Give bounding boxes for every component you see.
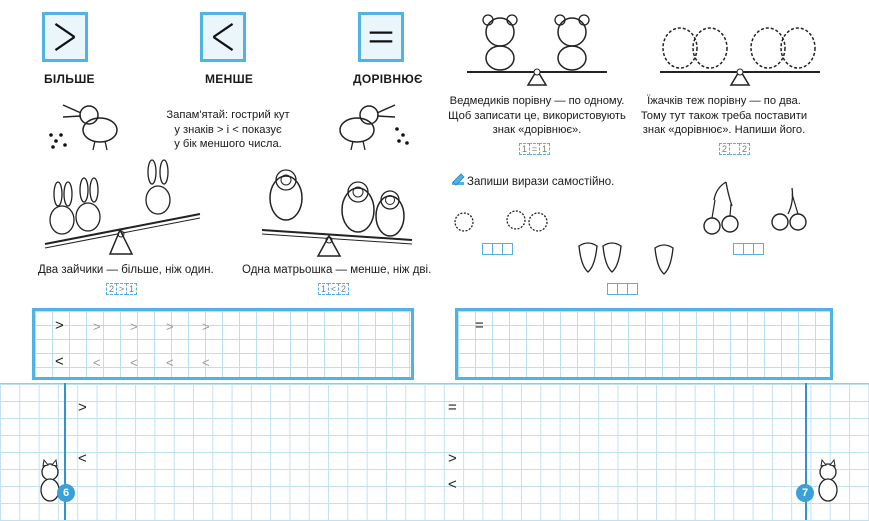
trace-less: < <box>130 355 138 370</box>
chick-right-icon <box>325 95 415 155</box>
trace-less: < <box>202 355 210 370</box>
answer-cell[interactable]: 2 <box>338 283 349 295</box>
practice-greater: > <box>55 317 64 334</box>
left-practice-grid[interactable] <box>32 308 414 380</box>
answer-cell[interactable] <box>627 283 638 295</box>
trace-greater: > <box>166 319 174 334</box>
matryoshka-seesaw-illustration <box>262 158 422 258</box>
answer-cell[interactable]: 1 <box>539 143 550 155</box>
bears-text <box>442 94 632 138</box>
rabbits-seesaw-illustration <box>40 162 210 257</box>
hedgehogs-text <box>626 94 822 138</box>
practice-equals: = <box>475 317 484 334</box>
hedgehogs-line-2: Тому тут також треба поставити <box>640 109 808 122</box>
answer-cell[interactable]: < <box>328 283 339 295</box>
chick-left-icon <box>45 95 135 155</box>
cherries-answer-cells[interactable] <box>733 243 763 255</box>
strawberries-answer-cells[interactable] <box>607 283 637 295</box>
bears-answer-cells[interactable] <box>519 143 549 155</box>
bears-line-2: Щоб записати це, використовують <box>448 109 626 122</box>
answer-cell[interactable] <box>502 243 513 255</box>
hedgehogs-line-1: Їжачків теж порівну — по два. <box>647 95 801 107</box>
hedgehogs-answer-cells[interactable] <box>719 143 749 155</box>
remember-line-1: Запам'ятай: гострий кут <box>166 109 290 121</box>
bottom-notebook-grid[interactable] <box>0 383 869 521</box>
pencil-icon <box>450 172 466 188</box>
greater-sign-card <box>42 12 88 62</box>
bears-line-1: Ведмедиків порівну — по одному. <box>449 95 625 107</box>
equals-label: ДОРІВНЮЄ <box>353 72 423 86</box>
remember-line-3: у бік меншого числа. <box>174 138 282 150</box>
answer-cell[interactable]: = <box>529 143 540 155</box>
answer-cell[interactable]: > <box>116 283 127 295</box>
practice-less: < <box>55 353 64 370</box>
practice-greater: > <box>78 399 87 416</box>
less-label: МЕНШЕ <box>205 72 254 86</box>
dolls-caption: Одна матрьошка — менше, ніж дві. <box>242 264 432 276</box>
trace-less: < <box>166 355 174 370</box>
answer-cell[interactable]: 1 <box>519 143 530 155</box>
practice-less: < <box>78 450 87 467</box>
page-number-left: 6 <box>57 484 75 502</box>
answer-cell[interactable]: 1 <box>126 283 137 295</box>
task-text: Запиши вирази самостійно. <box>467 176 615 188</box>
cat-mascot-right-icon <box>812 460 842 502</box>
trace-less: < <box>93 355 101 370</box>
equals-sign-card <box>358 12 404 62</box>
remember-text <box>148 108 308 152</box>
practice-less: < <box>448 476 457 493</box>
cherries-icon <box>698 180 818 240</box>
answer-cell[interactable]: 2 <box>739 143 750 155</box>
less-sign-icon <box>203 15 243 59</box>
trace-greater: > <box>130 319 138 334</box>
raspberries-icon <box>450 204 560 239</box>
rabbits-answer-cells[interactable] <box>106 283 136 295</box>
answer-cell[interactable] <box>753 243 764 255</box>
strawberries-icon <box>575 238 685 278</box>
answer-cell[interactable]: 2 <box>719 143 730 155</box>
less-sign-card <box>200 12 246 62</box>
hedgehogs-scale-illustration <box>655 10 825 85</box>
practice-greater: > <box>448 450 457 467</box>
bears-line-3: знак «дорівнює». <box>492 124 582 136</box>
hedgehogs-line-3: знак «дорівнює». Напиши його. <box>642 124 806 136</box>
trace-greater: > <box>202 319 210 334</box>
bears-scale-illustration <box>462 10 612 85</box>
answer-cell[interactable]: 1 <box>318 283 329 295</box>
right-practice-grid[interactable] <box>455 308 833 380</box>
answer-cell[interactable]: 2 <box>106 283 117 295</box>
greater-sign-icon <box>45 15 85 59</box>
greater-label: БІЛЬШЕ <box>44 72 95 86</box>
rabbits-caption: Два зайчики — більше, ніж один. <box>38 264 214 276</box>
trace-greater: > <box>93 319 101 334</box>
raspberries-answer-cells[interactable] <box>482 243 512 255</box>
practice-equals: = <box>448 399 457 416</box>
equals-sign-icon <box>361 15 401 59</box>
remember-line-2: у знаків > і < показує <box>174 123 282 136</box>
page-number-right: 7 <box>796 484 814 502</box>
dolls-answer-cells[interactable] <box>318 283 348 295</box>
